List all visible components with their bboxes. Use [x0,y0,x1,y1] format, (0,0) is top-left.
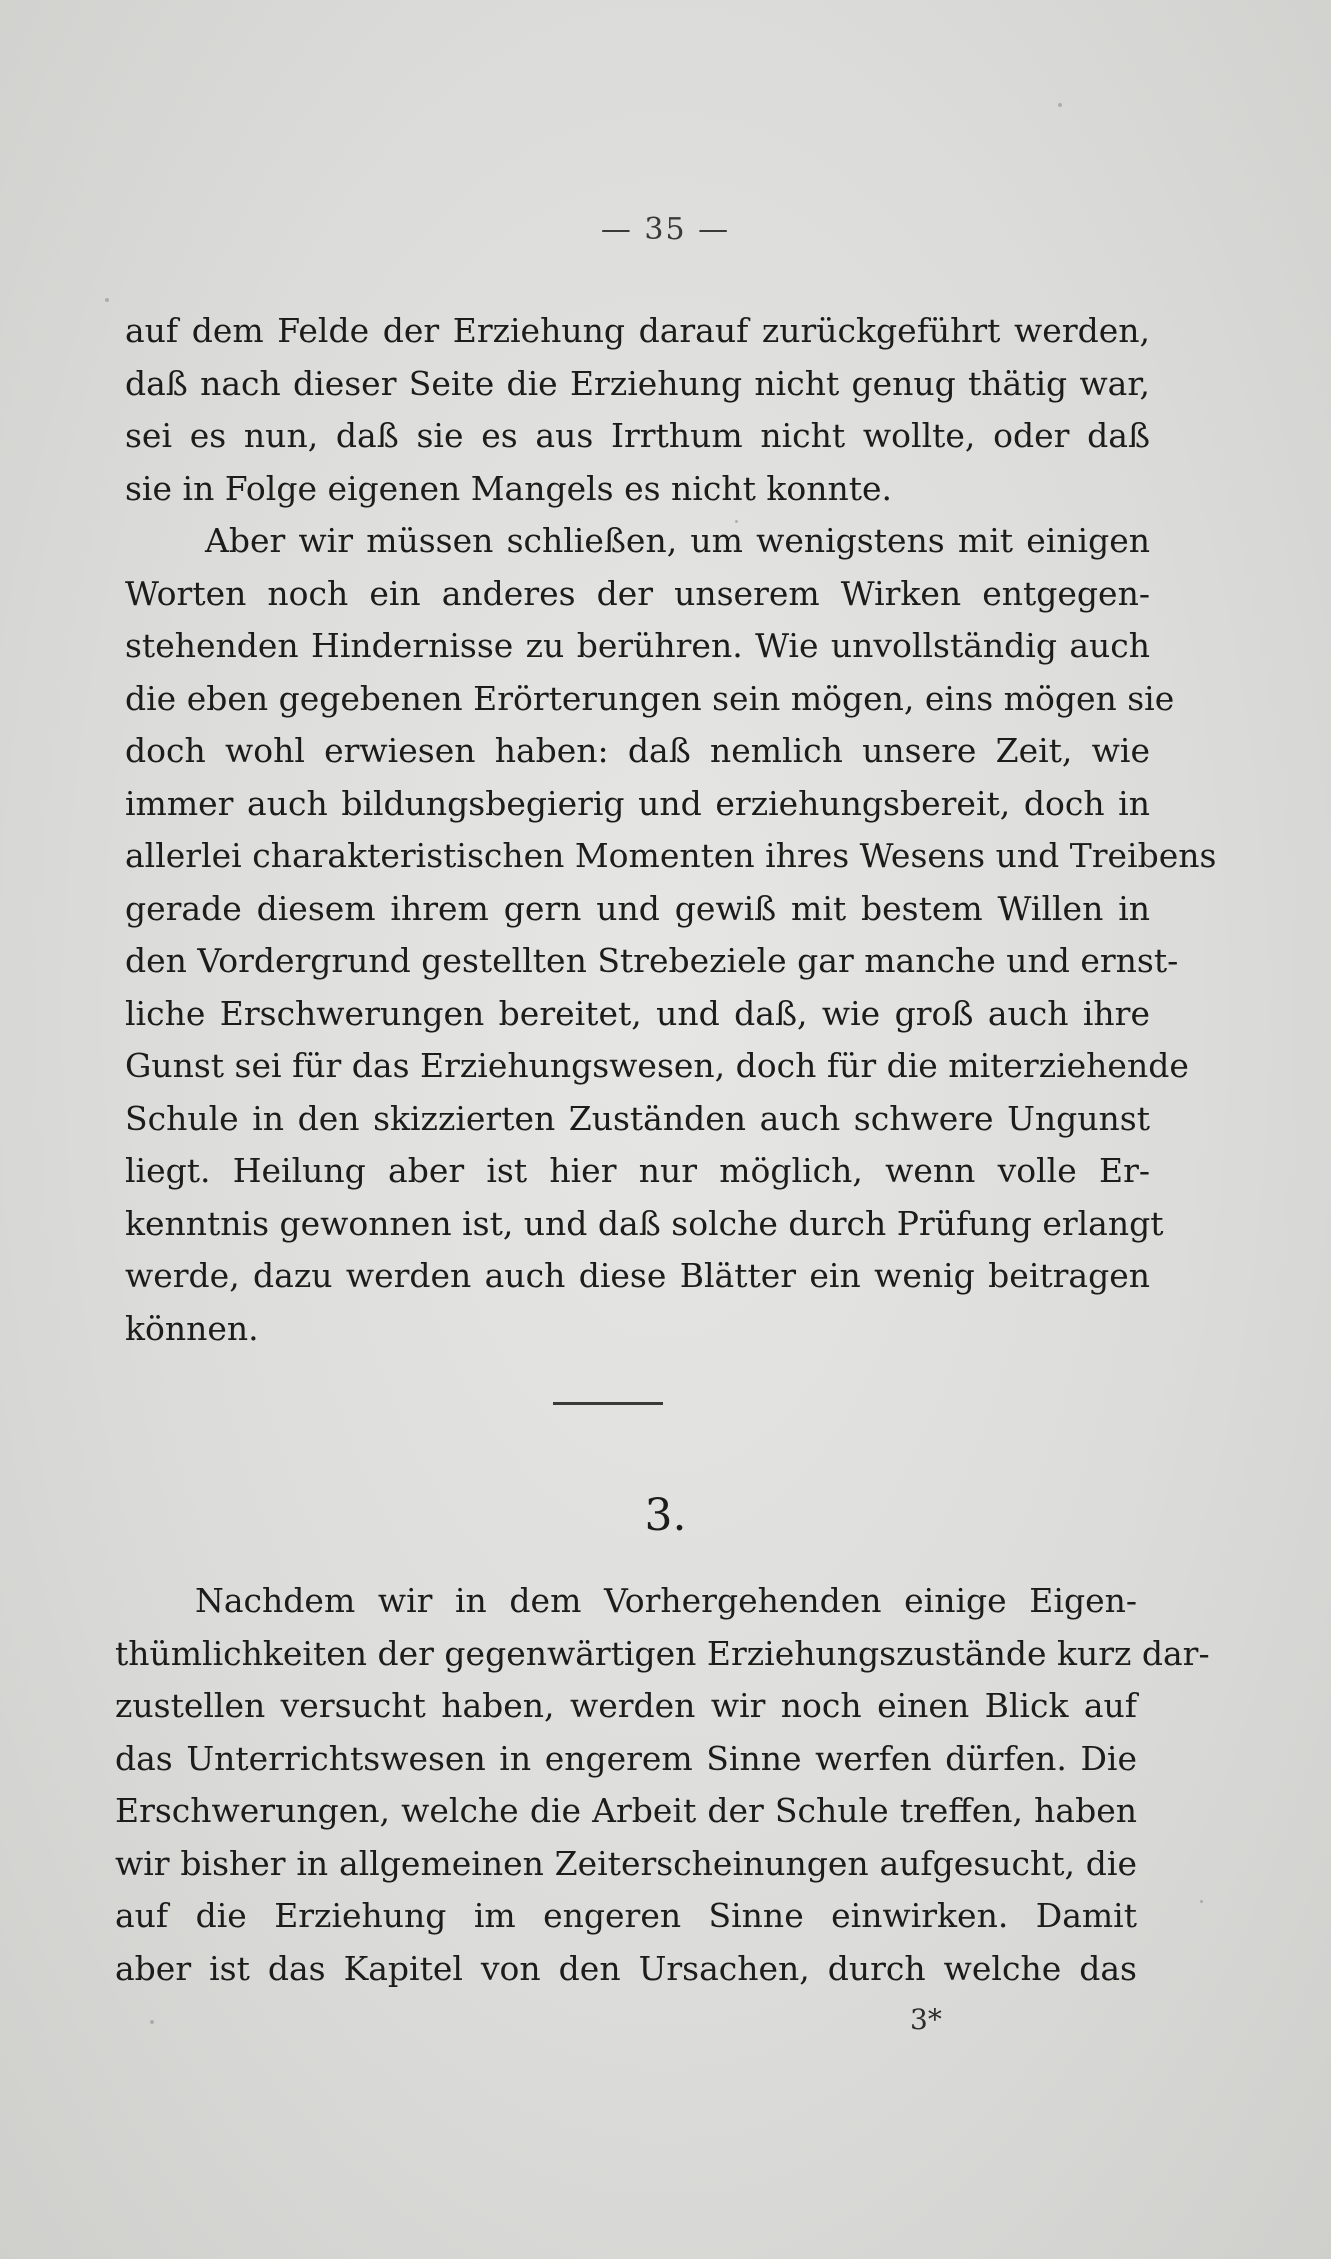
paper-speck [150,2020,154,2024]
signature-mark: 3* [910,2003,942,2036]
text-line: Aber wir müssen schließen, um wenigstens mit einigen [205,521,1150,560]
text-line: aber ist das Kapitel von den Ursachen, durch welche das [115,1948,1137,1988]
paragraph-continued [125,305,1150,515]
paper-speck [1200,1900,1203,1903]
section-number: 3. [644,1490,687,1541]
text-line: thümlichkeiten der gegenwärtigen Erziehungszustände kurz dar- [115,1633,1210,1673]
paper-speck [105,298,109,302]
text-line: Schule in den skizzierten Zuständen auch schwere Ungunst [125,1098,1150,1138]
page-number: — 35 — [600,212,731,247]
text-line: sie in Folge eigenen Mangels es nicht konnte. [125,468,892,508]
text-line: Worten noch ein anderes der unserem Wirken entgegen- [125,573,1150,613]
text-line: immer auch bildungsbegierig und erziehungsbereit, doch in [125,783,1150,823]
text-line: stehenden Hindernisse zu berühren. Wie unvollständig auch [125,626,1150,665]
text-line: Gunst sei für das Erziehungswesen, doch für die miterziehende [125,1046,1189,1085]
text-line: auf dem Felde der Erziehung darauf zurückgeführt werden, [125,311,1150,350]
text-line: daß nach dieser Seite die Erziehung nicht genug thätig war, [125,363,1150,403]
text-line: doch wohl erwiesen haben: daß nemlich unsere Zeit, wie [125,731,1150,770]
text-line: den Vordergrund gestellten Strebeziele gar manche und ernst- [125,941,1179,980]
text-line: können. [125,1308,259,1348]
paper-speck [1058,103,1062,107]
text-line: auf die Erziehung im engeren Sinne einwirken. Damit [115,1896,1137,1935]
text-line: wir bisher in allgemeinen Zeiterscheinungen aufgesucht, die [115,1843,1137,1883]
text-line: zustellen versucht haben, werden wir noch einen Blick auf [115,1686,1137,1725]
text-line: gerade diesem ihrem gern und gewiß mit bestem Willen in [125,888,1150,928]
text-line: liche Erschwerungen bereitet, und daß, wie groß auch ihre [125,993,1150,1033]
text-line: die eben gegebenen Erörterungen sein mögen, eins mögen sie [125,678,1175,718]
text-line: sei es nun, daß sie es aus Irrthum nicht wollte, oder daß [125,416,1150,455]
text-line: kenntnis gewonnen ist, und daß solche durch Prüfung erlangt [125,1203,1164,1243]
text-line: allerlei charakteristischen Momenten ihres Wesens und Treibens [125,836,1217,875]
paragraph-hindernisse [125,515,1217,1355]
text-line: werde, dazu werden auch diese Blätter ein wenig beitragen [125,1256,1150,1295]
paragraph-unterrichtswesen [115,1575,1210,1995]
text-line: Erschwerungen, welche die Arbeit der Schule treffen, haben [115,1791,1137,1830]
text-line: Nachdem wir in dem Vorhergehenden einige Eigen- [195,1581,1137,1620]
text-line: das Unterrichtswesen in engerem Sinne werfen dürfen. Die [115,1738,1137,1778]
text-line: liegt. Heilung aber ist hier nur möglich, wenn volle Er- [125,1151,1150,1190]
section-divider [553,1402,663,1405]
